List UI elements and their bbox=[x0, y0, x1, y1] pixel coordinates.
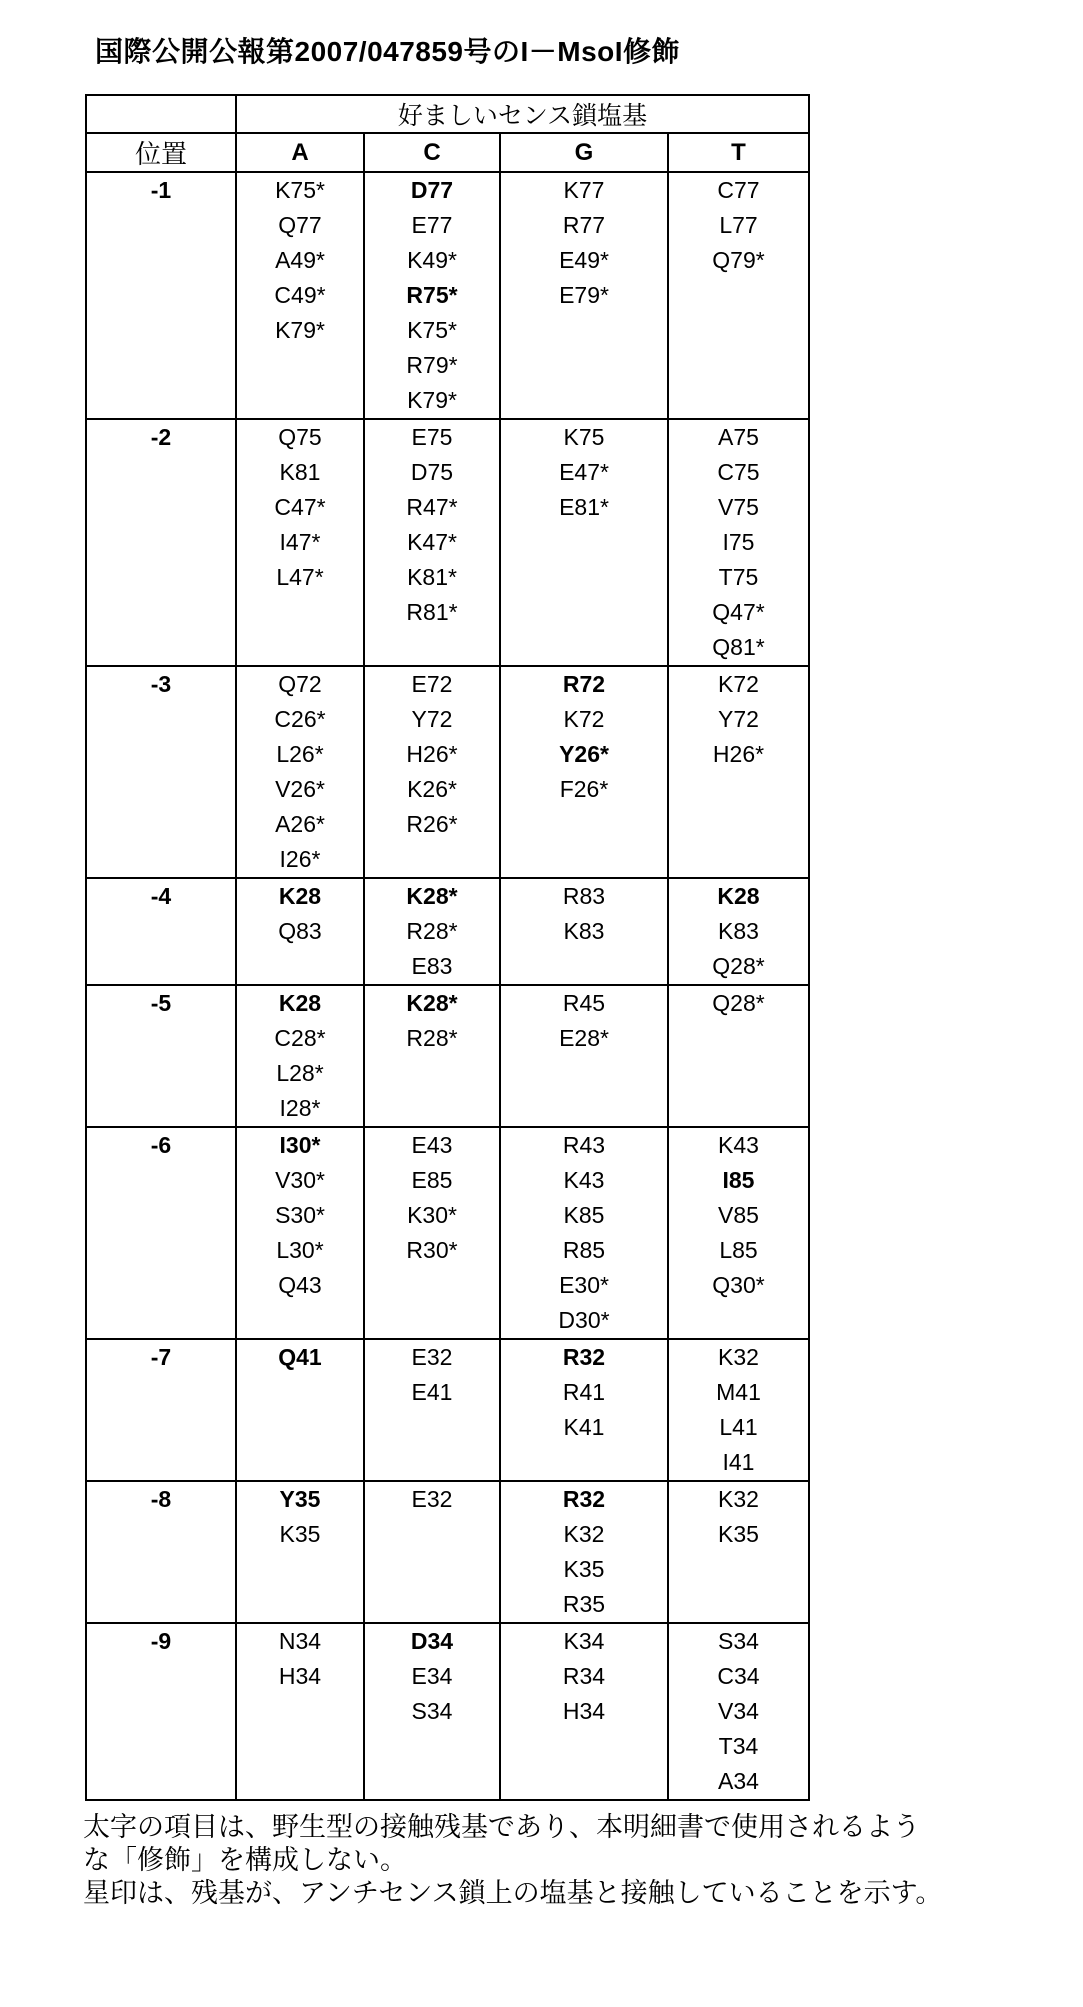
residue-entry: I41 bbox=[722, 1449, 755, 1475]
residue-entry: I47* bbox=[279, 529, 321, 555]
residue-cell-A bbox=[236, 666, 364, 878]
residue-cell-T bbox=[668, 985, 809, 1127]
residue-cell-A bbox=[236, 878, 364, 985]
residue-entry: L77 bbox=[719, 212, 758, 238]
residue-entry: E41 bbox=[411, 1379, 453, 1405]
col-header-A: A bbox=[236, 133, 364, 172]
residue-entry: Q43 bbox=[278, 1272, 322, 1298]
residue-entry: K32 bbox=[718, 1486, 759, 1512]
residue-entry: Y72 bbox=[411, 706, 453, 732]
corner-cell bbox=[86, 95, 236, 133]
table-row-position-3 bbox=[86, 666, 809, 878]
residue-cell-G bbox=[500, 985, 668, 1127]
residue-entry: Y72 bbox=[718, 706, 759, 732]
residue-entry: T34 bbox=[718, 1733, 759, 1759]
residue-entry: C47* bbox=[274, 494, 326, 520]
residue-entry: V30* bbox=[275, 1167, 325, 1193]
residue-entry: D75 bbox=[410, 459, 454, 485]
residue-entry: K79* bbox=[407, 387, 457, 413]
residue-cell-A bbox=[236, 1127, 364, 1339]
residue-cell-A bbox=[236, 1339, 364, 1481]
residue-entry: L85 bbox=[719, 1237, 758, 1263]
residue-entry: N34 bbox=[278, 1628, 322, 1654]
residue-cell-T bbox=[668, 878, 809, 985]
residue-entry: S34 bbox=[718, 1628, 759, 1654]
residue-cell-T bbox=[668, 1481, 809, 1623]
residue-cell-G bbox=[500, 878, 668, 985]
residue-entry: V75 bbox=[718, 494, 759, 520]
residue-entry: Q28* bbox=[712, 990, 765, 1016]
residue-cell-T bbox=[668, 1127, 809, 1339]
residue-entry: Q47* bbox=[712, 599, 765, 625]
residue-entry: R79* bbox=[406, 352, 458, 378]
position-cell: -6 bbox=[86, 1127, 236, 1339]
residue-entry: R32 bbox=[562, 1486, 606, 1512]
position-cell: -7 bbox=[86, 1339, 236, 1481]
residue-entry: C28* bbox=[274, 1025, 326, 1051]
residue-entry: C26* bbox=[274, 706, 326, 732]
table-row-position-7 bbox=[86, 1339, 809, 1481]
residue-entry: A26* bbox=[275, 811, 325, 837]
residue-entry: K72 bbox=[718, 671, 759, 697]
residue-entry: K79* bbox=[275, 317, 325, 343]
residue-entry: K83 bbox=[563, 918, 605, 944]
residue-entry: E32 bbox=[411, 1344, 453, 1370]
residue-cell-A bbox=[236, 985, 364, 1127]
col-header-G: G bbox=[500, 133, 668, 172]
residue-entry: E77 bbox=[411, 212, 453, 238]
residue-entry: E72 bbox=[411, 671, 453, 697]
position-cell: -4 bbox=[86, 878, 236, 985]
residue-cell-C bbox=[364, 1339, 500, 1481]
residue-entry: L41 bbox=[719, 1414, 758, 1440]
residue-entry: K43 bbox=[563, 1167, 605, 1193]
residue-cell-C bbox=[364, 1623, 500, 1800]
footnote-bold-line-1: 太字の項目は、野生型の接触残基であり、本明細書で使用されるよう bbox=[83, 1812, 920, 1842]
table-body bbox=[86, 172, 809, 1800]
residue-entry: L30* bbox=[276, 1237, 324, 1263]
modification-table bbox=[85, 94, 810, 1801]
residue-entry: E75 bbox=[411, 424, 453, 450]
residue-cell-C bbox=[364, 172, 500, 419]
residue-entry: E83 bbox=[411, 953, 453, 979]
residue-entry: R45 bbox=[562, 990, 606, 1016]
residue-entry: K35 bbox=[563, 1556, 605, 1582]
residue-entry: T75 bbox=[718, 564, 759, 590]
residue-entry: K85 bbox=[563, 1202, 605, 1228]
table-row-position-9 bbox=[86, 1623, 809, 1800]
residue-entry: M41 bbox=[716, 1379, 761, 1405]
position-cell: -8 bbox=[86, 1481, 236, 1623]
residue-entry: K35 bbox=[279, 1521, 321, 1547]
residue-entry: R26* bbox=[406, 811, 458, 837]
residue-entry: I30* bbox=[279, 1132, 321, 1158]
span-header-row bbox=[86, 95, 809, 133]
residue-cell-T bbox=[668, 419, 809, 666]
footnote-bold-line-2: な「修飾」を構成しない。 bbox=[83, 1845, 407, 1875]
table-row-position-4 bbox=[86, 878, 809, 985]
position-cell: -3 bbox=[86, 666, 236, 878]
residue-entry: R28* bbox=[406, 918, 458, 944]
residue-entry: L47* bbox=[276, 564, 324, 590]
position-cell: -1 bbox=[86, 172, 236, 419]
residue-entry: Q72 bbox=[278, 671, 322, 697]
residue-entry: K75 bbox=[563, 424, 605, 450]
residue-entry: R34 bbox=[562, 1663, 606, 1689]
residue-entry: R83 bbox=[562, 883, 606, 909]
residue-entry: Y35 bbox=[279, 1486, 321, 1512]
residue-entry: Q81* bbox=[712, 634, 765, 660]
residue-cell-T bbox=[668, 172, 809, 419]
residue-entry: R47* bbox=[406, 494, 458, 520]
residue-entry: K32 bbox=[718, 1344, 759, 1370]
residue-entry: V26* bbox=[275, 776, 325, 802]
sense-strand-bases-header: 好ましいセンス鎖塩基 bbox=[236, 95, 809, 133]
residue-entry: R81* bbox=[406, 599, 458, 625]
residue-cell-C bbox=[364, 1127, 500, 1339]
residue-entry: K35 bbox=[718, 1521, 759, 1547]
position-cell: -9 bbox=[86, 1623, 236, 1800]
residue-entry: F26* bbox=[559, 776, 609, 802]
col-header-T: T bbox=[668, 133, 809, 172]
residue-cell-C bbox=[364, 985, 500, 1127]
residue-entry: E28* bbox=[559, 1025, 609, 1051]
position-column-header: 位置 bbox=[86, 133, 236, 172]
residue-entry: R43 bbox=[562, 1132, 606, 1158]
table-row-position-6 bbox=[86, 1127, 809, 1339]
residue-cell-A bbox=[236, 1481, 364, 1623]
residue-cell-C bbox=[364, 419, 500, 666]
residue-entry: C77 bbox=[717, 177, 760, 203]
residue-entry: K28* bbox=[406, 883, 458, 909]
residue-entry: K43 bbox=[718, 1132, 759, 1158]
residue-entry: V34 bbox=[718, 1698, 759, 1724]
table-row-position-5 bbox=[86, 985, 809, 1127]
table-row-position-8 bbox=[86, 1481, 809, 1623]
residue-entry: K41 bbox=[563, 1414, 605, 1440]
residue-cell-G bbox=[500, 1623, 668, 1800]
table-row-position-2 bbox=[86, 419, 809, 666]
residue-entry: E47* bbox=[559, 459, 609, 485]
residue-cell-G bbox=[500, 1481, 668, 1623]
residue-entry: K83 bbox=[718, 918, 759, 944]
residue-entry: S34 bbox=[411, 1698, 453, 1724]
residue-entry: L28* bbox=[276, 1060, 324, 1086]
residue-entry: Q41 bbox=[278, 1344, 322, 1370]
position-cell: -5 bbox=[86, 985, 236, 1127]
residue-entry: Q30* bbox=[712, 1272, 765, 1298]
residue-entry: K28 bbox=[717, 883, 760, 909]
residue-entry: D30* bbox=[558, 1307, 610, 1333]
table-row-position-1 bbox=[86, 172, 809, 419]
residue-entry: H34 bbox=[278, 1663, 322, 1689]
residue-cell-G bbox=[500, 1127, 668, 1339]
residue-entry: R75* bbox=[406, 282, 458, 308]
residue-entry: R72 bbox=[562, 671, 606, 697]
residue-entry: I85 bbox=[722, 1167, 755, 1193]
residue-cell-C bbox=[364, 878, 500, 985]
residue-entry: R30* bbox=[406, 1237, 458, 1263]
residue-entry: K30* bbox=[407, 1202, 457, 1228]
residue-cell-A bbox=[236, 172, 364, 419]
residue-entry: A34 bbox=[718, 1768, 759, 1794]
residue-cell-G bbox=[500, 666, 668, 878]
residue-entry: K32 bbox=[563, 1521, 605, 1547]
residue-cell-C bbox=[364, 666, 500, 878]
residue-cell-A bbox=[236, 1623, 364, 1800]
residue-entry: K28 bbox=[278, 990, 322, 1016]
residue-entry: Q83 bbox=[278, 918, 322, 944]
residue-entry: S30* bbox=[275, 1202, 325, 1228]
page-title: 国際公開公報第2007/047859号のI－MsoI修飾 bbox=[95, 36, 681, 67]
position-cell: -2 bbox=[86, 419, 236, 666]
residue-entry: E30* bbox=[559, 1272, 609, 1298]
residue-entry: Y26* bbox=[559, 741, 609, 767]
residue-entry: C49* bbox=[274, 282, 326, 308]
residue-entry: D77 bbox=[410, 177, 454, 203]
column-header-row bbox=[86, 133, 809, 172]
residue-entry: E49* bbox=[559, 247, 609, 273]
residue-entry: E43 bbox=[411, 1132, 453, 1158]
residue-entry: C75 bbox=[717, 459, 760, 485]
residue-entry: K28 bbox=[278, 883, 322, 909]
residue-cell-T bbox=[668, 1339, 809, 1481]
residue-entry: H26* bbox=[406, 741, 458, 767]
residue-entry: R77 bbox=[562, 212, 606, 238]
residue-entry: E79* bbox=[559, 282, 609, 308]
residue-entry: K49* bbox=[407, 247, 457, 273]
residue-entry: K75* bbox=[275, 177, 325, 203]
residue-entry: Q28* bbox=[712, 953, 765, 979]
residue-entry: R28* bbox=[406, 1025, 458, 1051]
residue-entry: H26* bbox=[712, 741, 765, 767]
residue-entry: Q75 bbox=[278, 424, 322, 450]
residue-entry: E85 bbox=[411, 1167, 453, 1193]
residue-entry: A75 bbox=[718, 424, 759, 450]
residue-entry: Q79* bbox=[712, 247, 765, 273]
residue-entry: K75* bbox=[407, 317, 457, 343]
residue-entry: K26* bbox=[407, 776, 457, 802]
residue-cell-C bbox=[364, 1481, 500, 1623]
footnotes bbox=[83, 1811, 1083, 1910]
residue-cell-G bbox=[500, 1339, 668, 1481]
residue-entry: V85 bbox=[718, 1202, 759, 1228]
footnote-asterisk-line: 星印は、残基が、アンチセンス鎖上の塩基と接触していることを示す。 bbox=[83, 1878, 943, 1908]
residue-entry: C34 bbox=[717, 1663, 760, 1689]
residue-entry: E32 bbox=[411, 1486, 453, 1512]
residue-cell-T bbox=[668, 666, 809, 878]
residue-entry: K81 bbox=[279, 459, 321, 485]
residue-entry: E34 bbox=[411, 1663, 453, 1689]
residue-entry: K47* bbox=[407, 529, 457, 555]
residue-entry: D34 bbox=[410, 1628, 454, 1654]
residue-entry: R32 bbox=[562, 1344, 606, 1370]
residue-entry: K28* bbox=[406, 990, 458, 1016]
residue-entry: H34 bbox=[562, 1698, 606, 1724]
residue-entry: I28* bbox=[279, 1095, 321, 1121]
residue-entry: L26* bbox=[276, 741, 324, 767]
residue-entry: A49* bbox=[275, 247, 325, 273]
residue-cell-G bbox=[500, 172, 668, 419]
residue-entry: K81* bbox=[407, 564, 457, 590]
residue-entry: I75 bbox=[722, 529, 755, 555]
residue-cell-A bbox=[236, 419, 364, 666]
residue-cell-G bbox=[500, 419, 668, 666]
residue-entry: R35 bbox=[562, 1591, 606, 1617]
residue-entry: K34 bbox=[563, 1628, 605, 1654]
col-header-C: C bbox=[364, 133, 500, 172]
residue-entry: R41 bbox=[562, 1379, 606, 1405]
residue-entry: K72 bbox=[563, 706, 605, 732]
residue-entry: E81* bbox=[559, 494, 609, 520]
residue-entry: I26* bbox=[279, 846, 321, 872]
residue-entry: Q77 bbox=[278, 212, 322, 238]
residue-entry: R85 bbox=[562, 1237, 606, 1263]
residue-entry: K77 bbox=[563, 177, 605, 203]
residue-cell-T bbox=[668, 1623, 809, 1800]
